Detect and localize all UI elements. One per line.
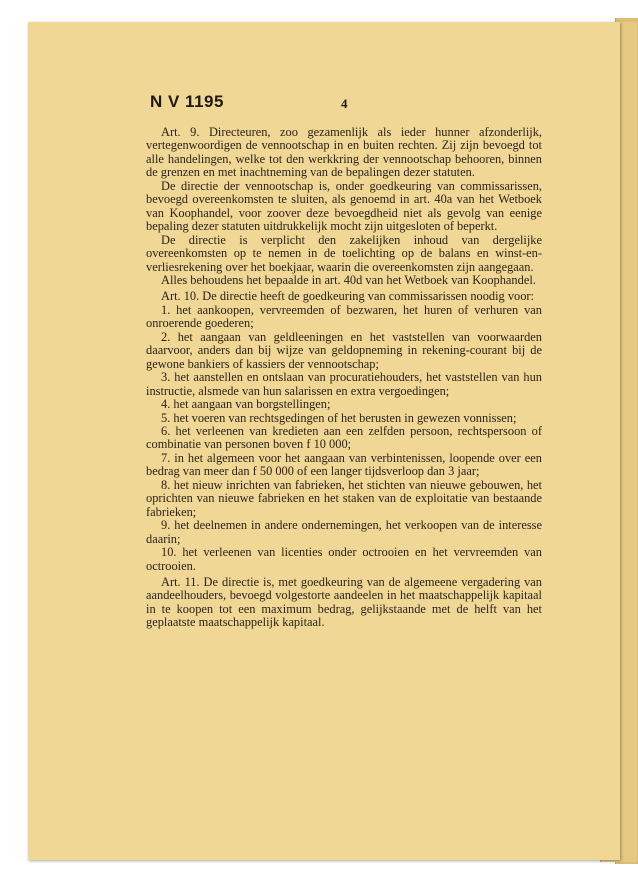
document-code: N V 1195: [150, 92, 224, 111]
list-item-1: 1. het aankoopen, vervreemden of bezwaren, het huren of verhuren van onroerende goederen;: [146, 302, 542, 331]
list-item-8: 8. het nieuw inrichten van fabrieken, het stichten van nieuwe gebouwen, het oprichten van nieuwe fabrieken en het staken van de exploitatie van bestaande fabrieken;: [146, 477, 542, 519]
list-item-10: 10. het verleenen van licenties onder octrooien en het vervreemden van octrooien.: [146, 545, 542, 573]
paragraph-art-10: Art. 10. De directie heeft de goedkeuring van commissarissen noodig voor:: [161, 289, 534, 304]
paragraph-art-9-3: De directie is verplicht den zakelijken inhoud van dergelijke overeenkomsten op te nemen in de toelichting op de balans en winst-en-verliesrekening over het boekjaar, waarin die overeenkomsten zijn aangegaan.: [146, 232, 542, 274]
document-body: [146, 123, 542, 630]
paragraph-art-11: Art. 11. De directie is, met goedkeuring van de algemeene vergadering van aandeelhouders, bevoegd volgestorte aandeelen in het maatschappelijk kapitaal in te koopen tot een maximum bedrag, gelijkstaande met de helft van het geplaatste maatschappelijk kapitaal.: [146, 574, 542, 630]
list-item-2: 2. het aangaan van geldleeningen en het vaststellen van voorwaarden daarvoor, anders dan bij wijze van geldopneming in rekening-courant bij de gewone bankiers of kassiers der vennootschap;: [146, 329, 542, 371]
page-number: 4: [341, 96, 348, 111]
paragraph-art-9: Art. 9. Directeuren, zoo gezamenlijk als ieder hunner afzonderlijk, vertegenwoordigen de vennootschap in en buiten rechten. Zij zijn bevoegd tot alle handelingen, welke tot den werkkring der vennootschap behooren, binnen de grenzen en met inachtneming van de bepalingen dezer statuten.: [146, 125, 542, 180]
list-item-7: 7. in het algemeen voor het aangaan van verbintenissen, loopende over een bedrag van meer dan f 50 000 of een langer tijdsverloop dan 3 jaar;: [146, 450, 542, 479]
list-item-9: 9. het deelnemen in andere ondernemingen, het verkoopen van de interesse daarin;: [146, 518, 542, 546]
list-item-3: 3. het aanstellen en ontslaan van procuratiehouders, het vaststellen van hun instructie, alsmede van hun salarissen en extra vergoedingen;: [146, 370, 542, 398]
list-item-4: 4. het aangaan van borgstellingen;: [161, 397, 331, 412]
paragraph-art-9-2: De directie der vennootschap is, onder goedkeuring van commissarissen, bevoegd overeenkomsten te sluiten, als genoemd in art. 40a van het Wetboek van Koophandel, voor zoover deze bevoegdheid niet als gevolg van eenige bepaling dezer statuten uitdrukkelijk mocht zijn uitgesloten of beperkt.: [146, 178, 542, 234]
list-item-5: 5. het voeren van rechtsgedingen of het berusten in gewezen vonnissen;: [161, 410, 517, 425]
list-item-6: 6. het verleenen van kredieten aan een zelfden persoon, rechtspersoon of combinatie van personen boven f 10 000;: [146, 423, 542, 452]
paragraph-art-9-4: Alles behoudens het bepaalde in art. 40d van het Wetboek van Koophandel.: [161, 272, 536, 287]
